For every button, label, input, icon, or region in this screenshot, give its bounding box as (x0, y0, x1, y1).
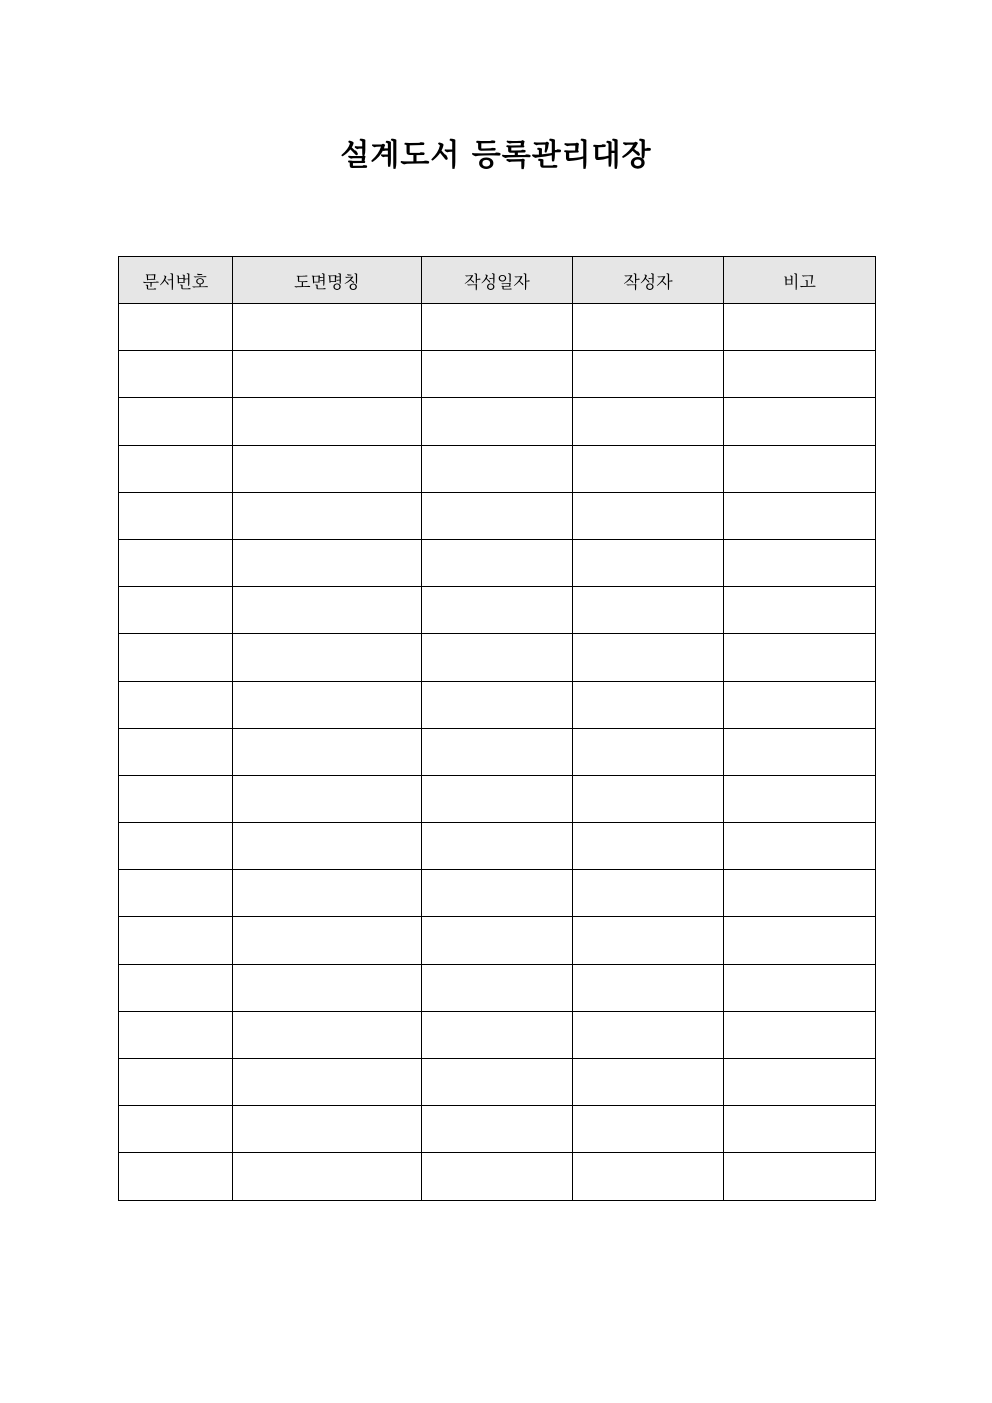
cell-document-number[interactable] (119, 917, 233, 964)
cell-drawing-name[interactable] (233, 492, 422, 539)
cell-drawing-name[interactable] (233, 964, 422, 1011)
cell-created-date[interactable] (422, 304, 573, 351)
table-row (119, 398, 876, 445)
cell-document-number[interactable] (119, 1011, 233, 1058)
table-row (119, 823, 876, 870)
column-header-document-number: 문서번호 (119, 257, 233, 304)
table-row (119, 587, 876, 634)
cell-drawing-name[interactable] (233, 1106, 422, 1153)
cell-document-number[interactable] (119, 1106, 233, 1153)
cell-author[interactable] (573, 634, 724, 681)
cell-remarks[interactable] (724, 964, 876, 1011)
table-row (119, 1106, 876, 1153)
register-table (118, 256, 876, 1201)
cell-remarks[interactable] (724, 917, 876, 964)
column-header-created-date: 작성일자 (422, 257, 573, 304)
cell-author[interactable] (573, 1011, 724, 1058)
table-row (119, 728, 876, 775)
cell-author[interactable] (573, 728, 724, 775)
table-row (119, 492, 876, 539)
cell-author[interactable] (573, 398, 724, 445)
table-row (119, 1011, 876, 1058)
cell-drawing-name[interactable] (233, 728, 422, 775)
cell-drawing-name[interactable] (233, 1011, 422, 1058)
cell-drawing-name[interactable] (233, 445, 422, 492)
table-row (119, 351, 876, 398)
cell-created-date[interactable] (422, 823, 573, 870)
cell-remarks[interactable] (724, 681, 876, 728)
cell-drawing-name[interactable] (233, 1153, 422, 1200)
cell-drawing-name[interactable] (233, 917, 422, 964)
cell-remarks[interactable] (724, 351, 876, 398)
cell-remarks[interactable] (724, 1153, 876, 1200)
cell-created-date[interactable] (422, 1153, 573, 1200)
cell-remarks[interactable] (724, 775, 876, 822)
cell-document-number[interactable] (119, 445, 233, 492)
cell-author[interactable] (573, 964, 724, 1011)
cell-drawing-name[interactable] (233, 539, 422, 586)
cell-author[interactable] (573, 1153, 724, 1200)
cell-document-number[interactable] (119, 728, 233, 775)
table-row (119, 964, 876, 1011)
cell-author[interactable] (573, 681, 724, 728)
cell-remarks[interactable] (724, 492, 876, 539)
table-body (119, 304, 876, 1201)
cell-created-date[interactable] (422, 445, 573, 492)
cell-remarks[interactable] (724, 728, 876, 775)
cell-document-number[interactable] (119, 351, 233, 398)
cell-document-number[interactable] (119, 681, 233, 728)
column-header-drawing-name: 도면명칭 (233, 257, 422, 304)
cell-drawing-name[interactable] (233, 587, 422, 634)
cell-document-number[interactable] (119, 634, 233, 681)
cell-drawing-name[interactable] (233, 1059, 422, 1106)
cell-remarks[interactable] (724, 304, 876, 351)
column-header-remarks: 비고 (724, 257, 876, 304)
cell-author[interactable] (573, 492, 724, 539)
table-row (119, 1059, 876, 1106)
cell-author[interactable] (573, 823, 724, 870)
table-row (119, 775, 876, 822)
cell-created-date[interactable] (422, 870, 573, 917)
cell-remarks[interactable] (724, 1106, 876, 1153)
cell-remarks[interactable] (724, 634, 876, 681)
cell-document-number[interactable] (119, 304, 233, 351)
cell-remarks[interactable] (724, 445, 876, 492)
cell-author[interactable] (573, 917, 724, 964)
cell-created-date[interactable] (422, 539, 573, 586)
cell-document-number[interactable] (119, 492, 233, 539)
cell-created-date[interactable] (422, 917, 573, 964)
cell-author[interactable] (573, 587, 724, 634)
cell-document-number[interactable] (119, 775, 233, 822)
cell-drawing-name[interactable] (233, 351, 422, 398)
cell-document-number[interactable] (119, 964, 233, 1011)
cell-document-number[interactable] (119, 1153, 233, 1200)
table-row (119, 917, 876, 964)
cell-author[interactable] (573, 304, 724, 351)
cell-created-date[interactable] (422, 351, 573, 398)
cell-drawing-name[interactable] (233, 870, 422, 917)
cell-remarks[interactable] (724, 1059, 876, 1106)
cell-document-number[interactable] (119, 823, 233, 870)
cell-created-date[interactable] (422, 775, 573, 822)
cell-drawing-name[interactable] (233, 681, 422, 728)
cell-created-date[interactable] (422, 587, 573, 634)
cell-created-date[interactable] (422, 1106, 573, 1153)
cell-author[interactable] (573, 1106, 724, 1153)
cell-document-number[interactable] (119, 539, 233, 586)
document-title: 설계도서 등록관리대장 (340, 138, 652, 173)
cell-remarks[interactable] (724, 870, 876, 917)
column-header-author: 작성자 (573, 257, 724, 304)
table-row (119, 681, 876, 728)
cell-author[interactable] (573, 870, 724, 917)
cell-author[interactable] (573, 445, 724, 492)
cell-drawing-name[interactable] (233, 634, 422, 681)
cell-created-date[interactable] (422, 634, 573, 681)
table-row (119, 445, 876, 492)
cell-document-number[interactable] (119, 870, 233, 917)
table-header-row (119, 257, 876, 304)
cell-remarks[interactable] (724, 587, 876, 634)
cell-drawing-name[interactable] (233, 823, 422, 870)
table-row (119, 634, 876, 681)
cell-created-date[interactable] (422, 492, 573, 539)
cell-remarks[interactable] (724, 398, 876, 445)
cell-created-date[interactable] (422, 964, 573, 1011)
cell-drawing-name[interactable] (233, 398, 422, 445)
cell-author[interactable] (573, 351, 724, 398)
cell-created-date[interactable] (422, 681, 573, 728)
cell-remarks[interactable] (724, 539, 876, 586)
cell-author[interactable] (573, 539, 724, 586)
table-row (119, 1153, 876, 1200)
cell-drawing-name[interactable] (233, 775, 422, 822)
cell-document-number[interactable] (119, 1059, 233, 1106)
cell-drawing-name[interactable] (233, 304, 422, 351)
table-row (119, 870, 876, 917)
table-row (119, 539, 876, 586)
cell-document-number[interactable] (119, 398, 233, 445)
cell-created-date[interactable] (422, 1059, 573, 1106)
cell-created-date[interactable] (422, 1011, 573, 1058)
cell-document-number[interactable] (119, 587, 233, 634)
table-row (119, 304, 876, 351)
cell-remarks[interactable] (724, 823, 876, 870)
cell-created-date[interactable] (422, 728, 573, 775)
cell-created-date[interactable] (422, 398, 573, 445)
cell-author[interactable] (573, 775, 724, 822)
cell-author[interactable] (573, 1059, 724, 1106)
cell-remarks[interactable] (724, 1011, 876, 1058)
